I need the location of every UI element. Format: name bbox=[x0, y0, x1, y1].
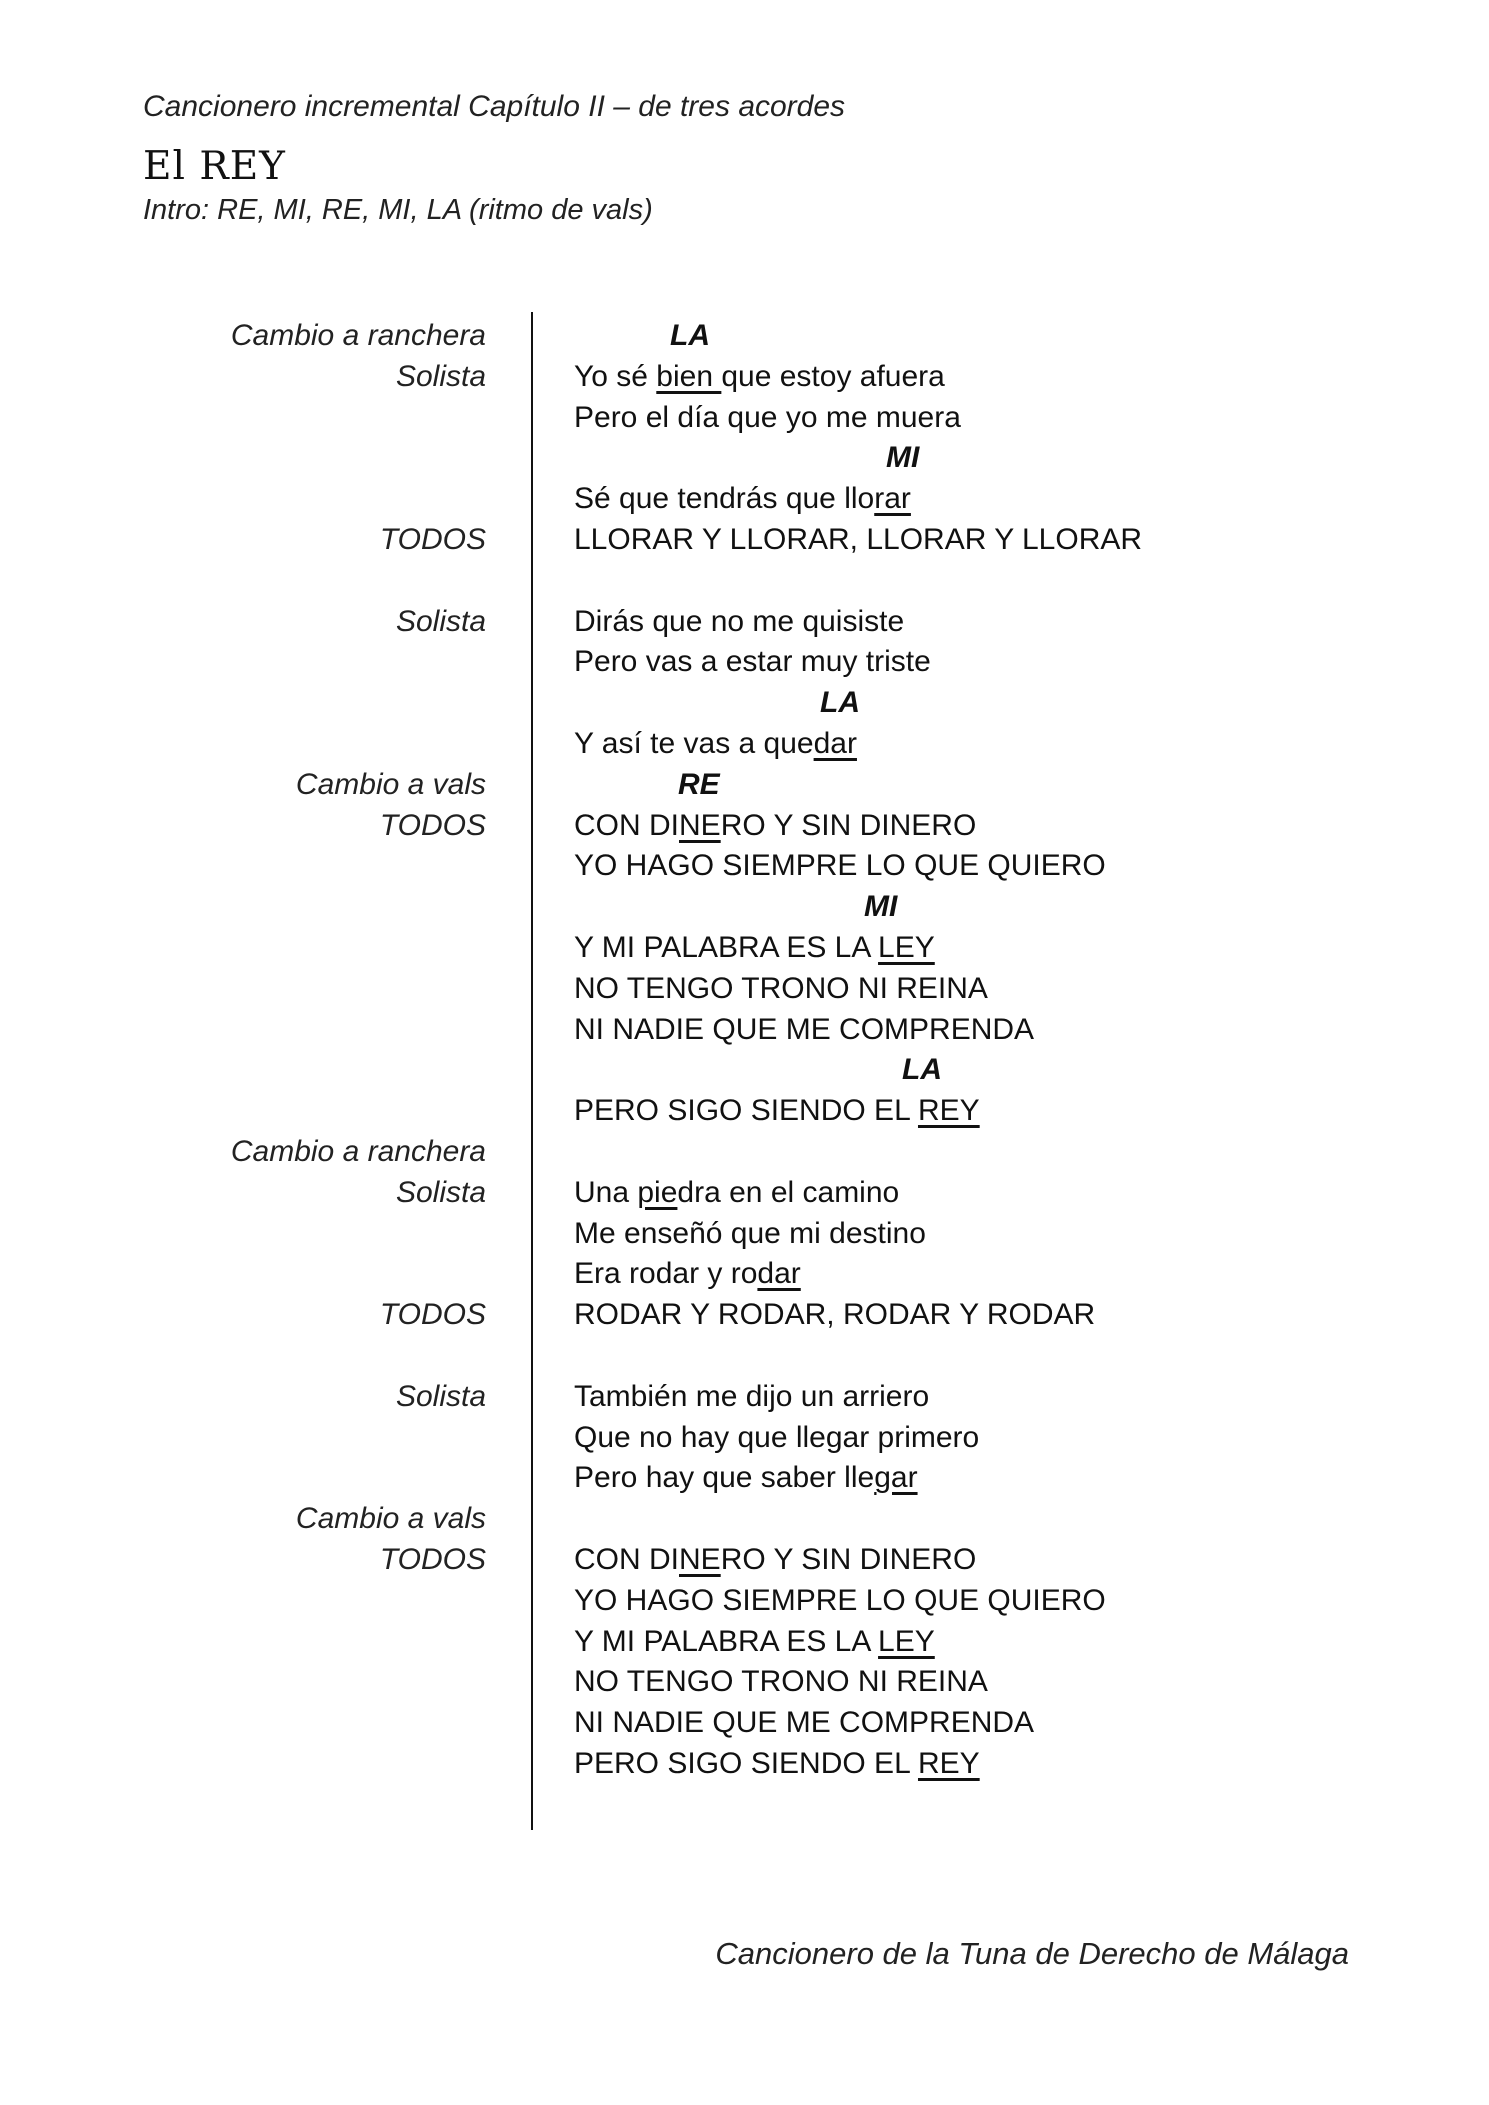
lyric-text: Dirás que no me quisiste bbox=[574, 604, 905, 638]
lyric-line bbox=[574, 1744, 980, 1784]
song-row bbox=[0, 602, 1489, 643]
performer-cue: Solista bbox=[395, 1379, 486, 1413]
performer-cue: TODOS bbox=[379, 1542, 486, 1576]
stressed-syllable: LEY bbox=[878, 1624, 935, 1658]
performer-cue: Cambio a vals bbox=[295, 1502, 486, 1536]
song-title: El REY bbox=[143, 144, 286, 189]
lyric-text: RE bbox=[678, 767, 720, 801]
song-row bbox=[0, 1254, 1489, 1295]
stressed-syllable: dar bbox=[813, 726, 857, 760]
performer-cue: TODOS bbox=[379, 522, 486, 556]
lyric-text: Era rodar y ro bbox=[574, 1257, 758, 1291]
lyric-line bbox=[574, 1173, 899, 1213]
songbook-footer: Cancionero de la Tuna de Derecho de Málaga bbox=[715, 1936, 1349, 1971]
stressed-syllable: LEY bbox=[878, 930, 935, 964]
lyric-text: LLORAR Y LLORAR, LLORAR Y LLORAR bbox=[574, 522, 1143, 556]
performer-cue: Solista bbox=[395, 359, 486, 393]
song-row bbox=[0, 1581, 1489, 1622]
song-row bbox=[0, 969, 1489, 1010]
song-row bbox=[0, 1336, 1489, 1377]
lyric-line bbox=[574, 520, 1142, 560]
song-row bbox=[0, 1662, 1489, 1703]
song-row bbox=[0, 683, 1489, 724]
performer-cue: Solista bbox=[395, 1175, 486, 1209]
stressed-syllable: NE bbox=[679, 1542, 721, 1576]
lyric-text: CON DI bbox=[574, 808, 679, 842]
performer-cue: TODOS bbox=[379, 1298, 486, 1332]
lyric-text: NI NADIE QUE ME COMPRENDA bbox=[574, 1706, 1035, 1740]
lyric-text: RO Y SIN DINERO bbox=[720, 1542, 977, 1576]
lyric-line bbox=[574, 357, 945, 397]
song-row bbox=[0, 1540, 1489, 1581]
song-row bbox=[0, 1132, 1489, 1173]
lyric-line bbox=[574, 398, 961, 438]
song-row bbox=[0, 1499, 1489, 1540]
lyric-line bbox=[574, 724, 857, 764]
lyric-text: Sé que tendrás que llo bbox=[574, 482, 875, 516]
chord-label bbox=[820, 683, 860, 723]
chord-label bbox=[670, 316, 710, 356]
song-body bbox=[0, 316, 1489, 1785]
song-row bbox=[0, 561, 1489, 602]
lyric-text: PERO SIGO SIENDO EL bbox=[574, 1094, 918, 1128]
lyric-text: Que no hay que llegar primero bbox=[574, 1420, 980, 1454]
song-row bbox=[0, 1214, 1489, 1255]
lyric-text: que estoy afuera bbox=[721, 359, 945, 393]
song-row bbox=[0, 846, 1489, 887]
song-row bbox=[0, 887, 1489, 928]
chord-label bbox=[864, 887, 897, 927]
lyric-text: Yo sé bbox=[574, 359, 657, 393]
song-row bbox=[0, 1703, 1489, 1744]
lyric-text: También me dijo un arriero bbox=[574, 1379, 930, 1413]
lyric-text: NO TENGO TRONO NI REINA bbox=[574, 1665, 988, 1699]
song-row bbox=[0, 1091, 1489, 1132]
lyric-line bbox=[574, 1662, 988, 1702]
song-row bbox=[0, 1295, 1489, 1336]
lyric-line bbox=[574, 602, 904, 642]
chord-label bbox=[886, 438, 919, 478]
lyric-line bbox=[574, 846, 1106, 886]
lyric-line bbox=[574, 642, 931, 682]
lyric-line bbox=[574, 1010, 1034, 1050]
lyric-text: MI bbox=[864, 890, 898, 924]
lyric-text: NI NADIE QUE ME COMPRENDA bbox=[574, 1012, 1035, 1046]
lyric-text: Y así te vas a que bbox=[574, 726, 814, 760]
lyric-line bbox=[574, 1295, 1095, 1335]
stressed-syllable: gar bbox=[874, 1461, 918, 1495]
song-row bbox=[0, 1744, 1489, 1785]
lyric-text: RO Y SIN DINERO bbox=[720, 808, 977, 842]
song-row bbox=[0, 357, 1489, 398]
song-row bbox=[0, 520, 1489, 561]
lyric-text: Una bbox=[574, 1175, 638, 1209]
lyric-line bbox=[574, 969, 988, 1009]
performer-cue: Solista bbox=[395, 604, 486, 638]
lyric-text: Y MI PALABRA ES LA bbox=[574, 1624, 879, 1658]
chord-label bbox=[902, 1050, 942, 1090]
lyric-text: CON DI bbox=[574, 1542, 679, 1576]
song-row bbox=[0, 806, 1489, 847]
song-row bbox=[0, 724, 1489, 765]
lyric-line bbox=[574, 1458, 918, 1498]
lyric-line bbox=[574, 806, 976, 846]
lyric-text: Pero hay que saber lle bbox=[574, 1461, 875, 1495]
stressed-syllable: bien bbox=[656, 359, 722, 393]
lyric-line bbox=[574, 1540, 976, 1580]
song-row bbox=[0, 1050, 1489, 1091]
song-row bbox=[0, 1458, 1489, 1499]
lyric-line bbox=[574, 479, 911, 519]
song-row bbox=[0, 642, 1489, 683]
lyric-line bbox=[574, 1091, 980, 1131]
lyric-line bbox=[574, 1581, 1106, 1621]
song-row bbox=[0, 438, 1489, 479]
lyric-line bbox=[574, 1622, 935, 1662]
lyric-line bbox=[574, 1377, 929, 1417]
lyric-line bbox=[574, 1214, 926, 1254]
songbook-header: Cancionero incremental Capítulo II – de tres acordes bbox=[143, 90, 846, 123]
song-row bbox=[0, 765, 1489, 806]
performer-cue: Cambio a ranchera bbox=[230, 1134, 486, 1168]
song-row bbox=[0, 398, 1489, 439]
song-row bbox=[0, 1377, 1489, 1418]
lyric-text: RODAR Y RODAR, RODAR Y RODAR bbox=[574, 1298, 1096, 1332]
lyric-text: dra en el camino bbox=[677, 1175, 900, 1209]
lyric-line bbox=[574, 1703, 1034, 1743]
song-row bbox=[0, 1010, 1489, 1051]
stressed-syllable: REY bbox=[917, 1746, 980, 1780]
stressed-syllable: pie bbox=[637, 1175, 678, 1209]
chord-label bbox=[678, 765, 720, 805]
song-intro: Intro: RE, MI, RE, MI, LA (ritmo de vals) bbox=[143, 194, 653, 226]
stressed-syllable: dar bbox=[757, 1257, 801, 1291]
song-row bbox=[0, 1173, 1489, 1214]
song-row bbox=[0, 928, 1489, 969]
lyric-text: Pero vas a estar muy triste bbox=[574, 645, 931, 679]
song-row bbox=[0, 479, 1489, 520]
performer-cue: TODOS bbox=[379, 808, 486, 842]
lyric-text: MI bbox=[886, 441, 920, 475]
lyric-line bbox=[574, 928, 935, 968]
song-row bbox=[0, 1622, 1489, 1663]
lyric-text: LA bbox=[670, 319, 710, 352]
performer-cue: Cambio a vals bbox=[295, 767, 486, 801]
stressed-syllable: REY bbox=[917, 1094, 980, 1128]
lyric-text: YO HAGO SIEMPRE LO QUE QUIERO bbox=[574, 1583, 1106, 1617]
lyric-text: Y MI PALABRA ES LA bbox=[574, 930, 879, 964]
lyric-text: YO HAGO SIEMPRE LO QUE QUIERO bbox=[574, 849, 1106, 883]
lyric-line bbox=[574, 1418, 979, 1458]
lyric-text: Me enseñó que mi destino bbox=[574, 1216, 926, 1250]
lyric-line bbox=[574, 1254, 801, 1294]
lyric-text: Pero el día que yo me muera bbox=[574, 400, 961, 434]
song-row bbox=[0, 316, 1489, 357]
lyric-text: PERO SIGO SIENDO EL bbox=[574, 1746, 918, 1780]
performer-cue: Cambio a ranchera bbox=[230, 319, 486, 352]
song-row bbox=[0, 1418, 1489, 1459]
lyric-text: LA bbox=[902, 1053, 942, 1087]
stressed-syllable: rar bbox=[874, 482, 911, 516]
lyric-text: NO TENGO TRONO NI REINA bbox=[574, 971, 988, 1005]
stressed-syllable: NE bbox=[679, 808, 721, 842]
lyric-text: LA bbox=[820, 686, 860, 720]
